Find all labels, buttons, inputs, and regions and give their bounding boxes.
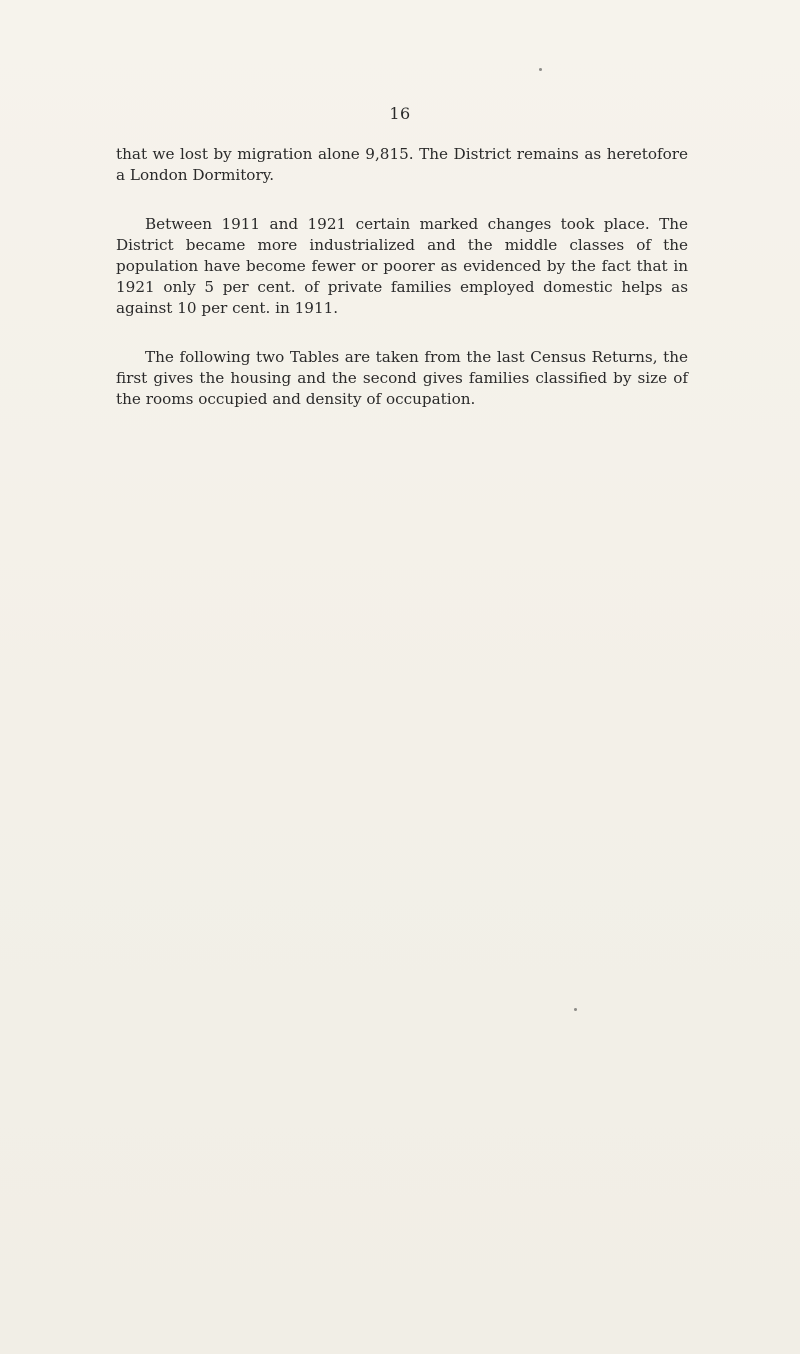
- paper-speck: [539, 68, 542, 71]
- paragraph-census-tables: The following two Tables are taken from the last Census Returns, the first gives the housing and the second gives families classified by size of the rooms occupied and density of occupation.: [116, 348, 688, 408]
- body-text: [116, 144, 688, 438]
- paper-speck: [574, 1008, 577, 1011]
- paragraph-changes-1911-1921: Between 1911 and 1921 certain marked changes took place. The District became more industrialized and the middle classes of the population have become fewer or poorer as evidenced by the fact that in 1921 only 5 per cent. of private families employed domestic helps as against 10 per cent. in 1911.: [116, 215, 688, 317]
- page-number: 16: [389, 104, 411, 123]
- paragraph-migration: that we lost by migration alone 9,815. The District remains as heretofore a London Dormitory.: [116, 145, 688, 184]
